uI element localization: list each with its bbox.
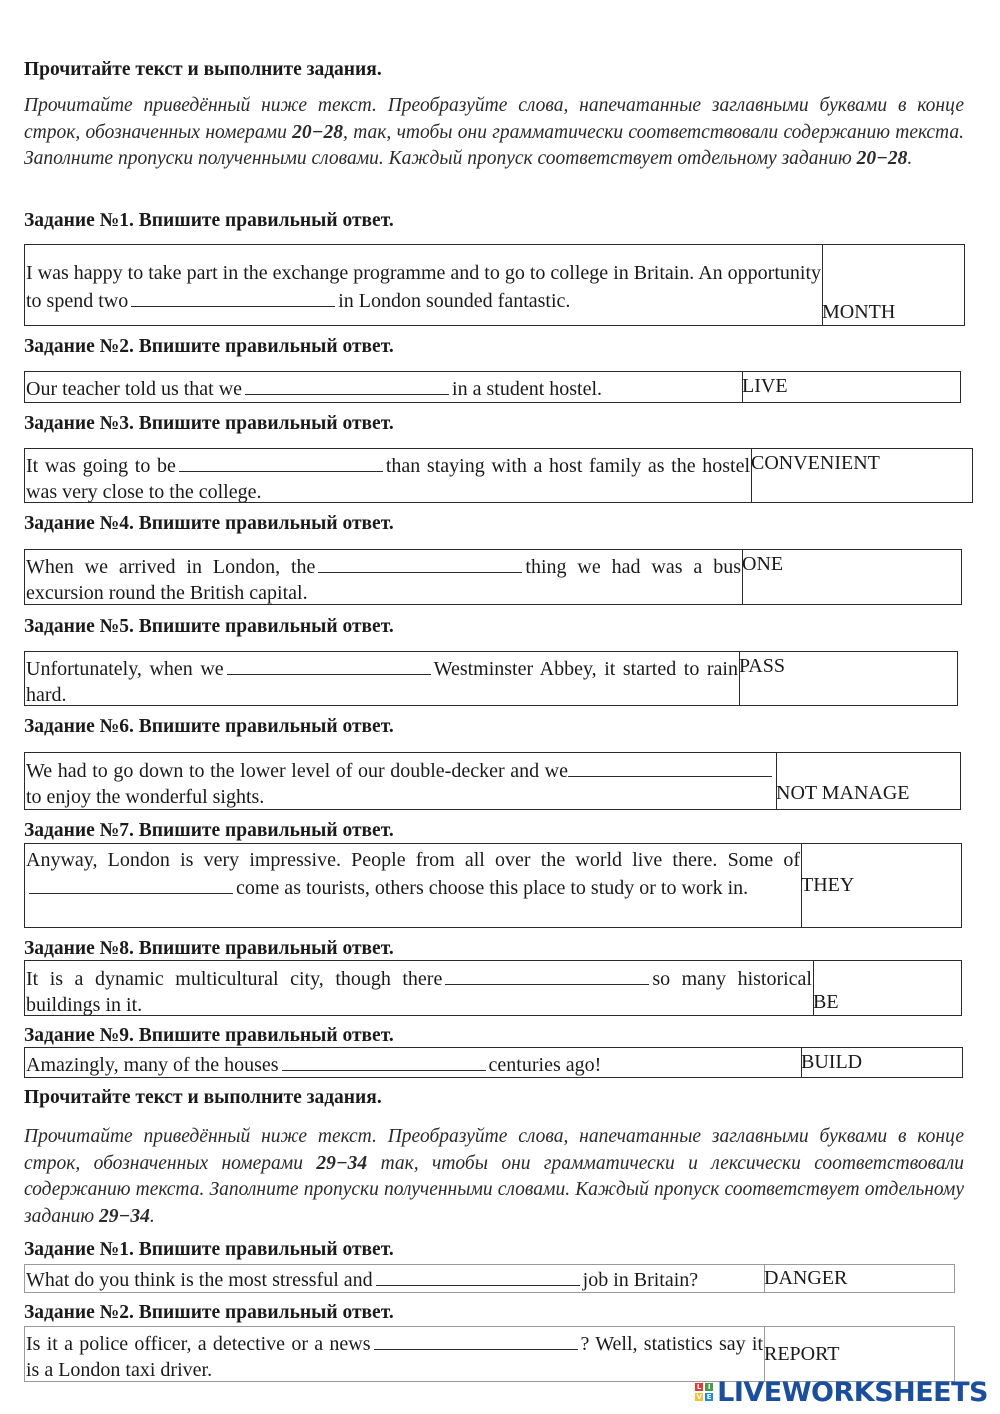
task-label: Задание №2. Впишите правильный ответ. (24, 336, 394, 357)
keyword: THEY (801, 874, 855, 896)
answer-blank[interactable] (179, 451, 383, 472)
task-sentence: Unfortunately, when we Westminster Abbey, it started to rain hard. (25, 652, 740, 705)
task-sentence: Is it a police officer, a detective or a news ? Well, statistics say it is a London taxi driver. (25, 1327, 765, 1381)
keyword: ONE (742, 553, 784, 575)
task-sentence: It was going to be than staying with a host family as the hostel was very close to the college. (25, 449, 752, 502)
answer-blank[interactable] (131, 286, 335, 307)
keyword-cell (763, 1327, 954, 1381)
keyword: BE (813, 991, 839, 1013)
keyword: DANGER (764, 1267, 848, 1289)
logo-badge-icon: L I V E (696, 1383, 712, 1401)
task-row (24, 1264, 955, 1293)
keyword: PASS (739, 655, 785, 677)
keyword: BUILD (801, 1051, 863, 1073)
keyword-cell (800, 844, 961, 927)
answer-blank[interactable] (568, 756, 772, 777)
keyword: CONVENIENT (751, 452, 880, 474)
answer-blank[interactable] (245, 374, 449, 395)
task-row (24, 1047, 963, 1078)
task-label: Задание №6. Впишите правильный ответ. (24, 716, 394, 737)
keyword-cell (821, 245, 964, 325)
task-label: Задание №3. Впишите правильный ответ. (24, 413, 394, 434)
keyword: LIVE (742, 375, 788, 397)
keyword-cell (812, 961, 961, 1015)
task-label: Задание №7. Впишите правильный ответ. (24, 820, 394, 841)
keyword: REPORT (764, 1343, 840, 1365)
task-sentence: Amazingly, many of the houses centuries ago! (25, 1048, 802, 1077)
answer-blank[interactable] (374, 1329, 578, 1350)
task-label: Задание №2. Впишите правильный ответ. (24, 1302, 394, 1323)
keyword-cell (775, 753, 960, 809)
task-sentence: We had to go down to the lower level of our double-decker and weto enjoy the wonderful sights. (25, 753, 777, 809)
task-sentence: When we arrived in London, the thing we had was a bus excursion round the British capital. (25, 550, 743, 604)
answer-blank[interactable] (376, 1265, 580, 1286)
task-label: Задание №8. Впишите правильный ответ. (24, 938, 394, 959)
keyword: NOT MANAGE (776, 782, 910, 804)
task-label: Задание №1. Впишите правильный ответ. (24, 210, 394, 231)
keyword-cell (738, 652, 957, 705)
task-row (24, 244, 965, 326)
task-row (24, 960, 962, 1016)
liveworksheets-logo[interactable] (695, 1374, 988, 1410)
answer-blank[interactable] (445, 964, 649, 985)
task-sentence: Anyway, London is very impressive. People from all over the world live there. Some ofcome as tourists, others choose this place to study or to work in. (25, 844, 802, 927)
task-label: Задание №5. Впишите правильный ответ. (24, 616, 394, 637)
task-row (24, 371, 961, 403)
task-sentence: It is a dynamic multicultural city, though there so many historical buildings in it. (25, 961, 814, 1015)
section-1-instructions: Прочитайте приведённый ниже текст. Преобразуйте слова, напечатанные заглавными буквами в конце строк, обозначенных номерами 20−28, так, чтобы они грамматически соответствовали содержанию текста. Заполните пропуски полученными словами. Каждый пропуск соответствует отдельному заданию 20−28. (24, 95, 965, 169)
task-row (24, 549, 962, 605)
task-sentence: I was happy to take part in the exchange programme and to go to college in Britain. An opportunity to spend two in London sounded fantastic. (25, 245, 823, 325)
task-row (24, 448, 973, 503)
answer-blank[interactable] (227, 654, 431, 675)
task-label: Задание №9. Впишите правильный ответ. (24, 1025, 394, 1046)
logo-text: LIVEWORKSHEETS (717, 1376, 988, 1408)
section-2-instructions: Прочитайте приведённый ниже текст. Преобразуйте слова, напечатанные заглавными буквами в конце строк, обозначенных номерами 29−34 так, чтобы они грамматически и лексически соответствовали содержанию текста. Заполните пропуски полученными словами. Каждый пропуск соответствует отдельному заданию 29−34. (24, 1126, 964, 1227)
task-sentence: What do you think is the most stressful and job in Britain? (25, 1265, 765, 1292)
task-row (24, 843, 962, 928)
keyword-cell (741, 550, 961, 604)
answer-blank[interactable] (282, 1050, 486, 1071)
section-1-heading: Прочитайте текст и выполните задания. (24, 59, 382, 80)
task-row (24, 651, 958, 706)
keyword-cell (750, 449, 972, 502)
keyword: MONTH (822, 301, 896, 323)
keyword-cell (800, 1048, 962, 1077)
task-label: Задание №4. Впишите правильный ответ. (24, 513, 394, 534)
answer-blank[interactable] (29, 873, 233, 894)
task-sentence: Our teacher told us that we in a student hostel. (25, 372, 743, 402)
task-row (24, 752, 961, 810)
answer-blank[interactable] (318, 552, 522, 573)
keyword-cell (763, 1265, 954, 1292)
task-label: Задание №1. Впишите правильный ответ. (24, 1239, 394, 1260)
section-2-heading: Прочитайте текст и выполните задания. (24, 1087, 382, 1108)
keyword-cell (741, 372, 960, 402)
